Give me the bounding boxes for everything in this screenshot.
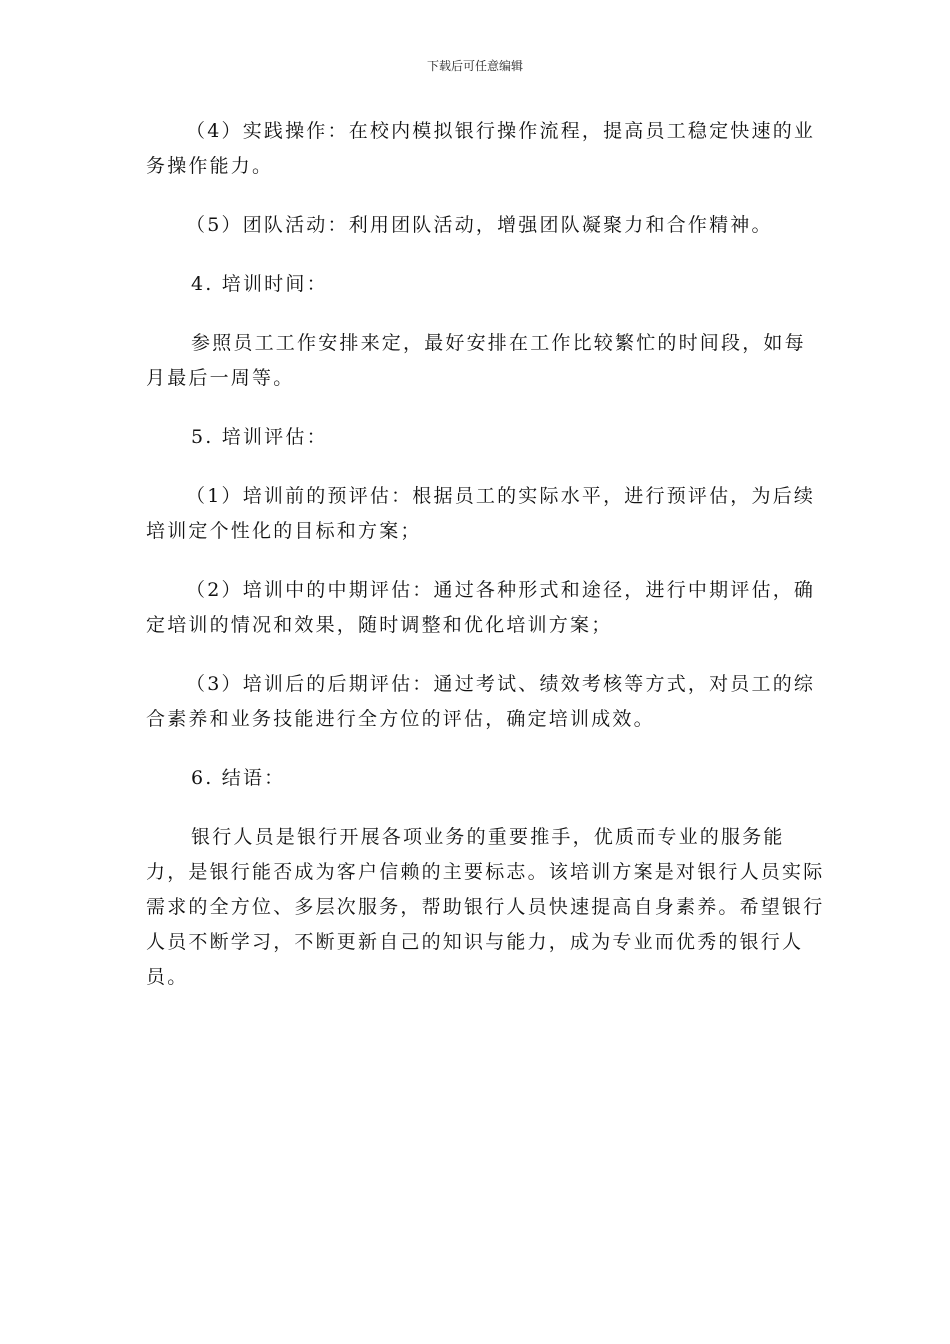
section-heading-conclusion: 6. 结语： [191,767,286,789]
section-heading-training-evaluation: 5. 培训评估： [191,426,328,448]
document-body [146,114,826,1019]
paragraph-practice-operation: （4）实践操作：在校内模拟银行操作流程，提高员工稳定快速的业务操作能力。 [146,120,816,177]
paragraph-pre-evaluation: （1）培训前的预评估：根据员工的实际水平，进行预评估，为后续培训定个性化的目标和方案； [146,485,816,542]
paragraph-training-time: 参照员工工作安排来定，最好安排在工作比较繁忙的时间段，如每月最后一周等。 [146,332,806,389]
paragraph-conclusion: 银行人员是银行开展各项业务的重要推手，优质而专业的服务能力，是银行能否成为客户信赖的主要标志。该培训方案是对银行人员实际需求的全方位、多层次服务，帮助银行人员快速提高自身素养。希望银行人员不断学习，不断更新自己的知识与能力，成为专业而优秀的银行人员。 [146,826,825,988]
section-heading-training-time: 4. 培训时间： [191,273,328,295]
paragraph-mid-evaluation: （2）培训中的中期评估：通过各种形式和途径，进行中期评估，确定培训的情况和效果，随时调整和优化培训方案； [146,579,816,636]
paragraph-post-evaluation: （3）培训后的后期评估：通过考试、绩效考核等方式，对员工的综合素养和业务技能进行全方位的评估，确定培训成效。 [146,673,816,730]
paragraph-team-activity: （5）团队活动：利用团队活动，增强团队凝聚力和合作精神。 [186,214,773,236]
page-header: 下载后可任意编辑 [426,59,523,73]
